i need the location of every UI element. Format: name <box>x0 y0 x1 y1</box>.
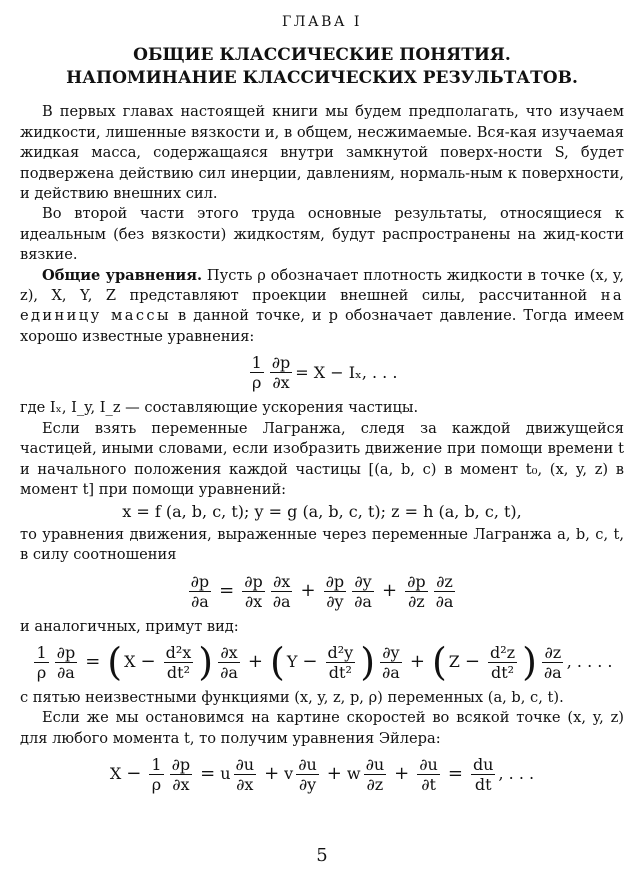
equation-chain-rule: $\frac{\partial p}{\partial a}$ = $\frac{\partial p}{\partial x}$ $\frac{\partial x}{\partial a}$ + $\frac{\partial p}{\partial y}$ $\frac{\partial y}{\partial a}$ + $\frac{\partial p}{\partial z}$ $\frac{\partial z}{\partial a}$ <box>190 571 454 611</box>
paragraph-intro: В первых главах настоящей книги мы будем предполагать, что изучаем жидкости, лишенные вязкости и, в общем, несжимаемые. Вся-кая изучаемая жидкая масса, содержащаяся внутри замкнутой поверх-ности S, будет подвержена действию сил инерции, давлениям, нормаль-ным к поверхности, и действию внешних сил. <box>20 103 624 203</box>
general-equations-text-b: в данной точке, и p обозначает давление. Тогда имеем хорошо известные уравнения: <box>20 307 624 345</box>
equation-lagrange-positions: x = f (a, b, c, t); y = g (a, b, c, t); z = h (a, b, c, t), <box>122 502 522 522</box>
paragraph-euler: Если же мы остановимся на картине скоростей во всякой точке (x, y, z) для любого момента t, то получим уравнения Эйлера: <box>20 709 624 747</box>
equation-pressure-gradient: $\frac{1}{\rho}$ $\frac{\partial p}{\partial x}$ = X − Iₓ, . . . <box>251 353 398 393</box>
paragraph-analogous: и аналогичных, примут вид: <box>20 617 239 635</box>
chapter-title-line-1: ОБЩИЕ КЛАССИЧЕСКИЕ ПОНЯТИЯ. <box>133 45 511 66</box>
chapter-title <box>20 44 624 90</box>
equation-euler: X − $\frac{1}{\rho}$ $\frac{\partial p}{\partial x}$ = u $\frac{\partial u}{\partial x}$ + v $\frac{\partial u}{\partial y}$ + w $\frac{\partial u}{\partial z}$ + $\frac{\partial u}{\partial t}$ = $\frac{du}{dt}$ , . . . <box>109 755 535 795</box>
chapter-heading: ГЛАВА I <box>282 14 362 30</box>
equation-pressure-rhs: = X − Iₓ, . . . <box>295 362 398 382</box>
paragraph-lagrange-motion: то уравнения движения, выраженные через переменные Лагранжа a, b, c, t, в силу соотношения <box>20 525 624 564</box>
chapter-title-line-2: НАПОМИНАНИЕ КЛАССИЧЕСКИХ РЕЗУЛЬТАТОВ. <box>66 68 578 89</box>
paragraph-viscous: Во второй части этого труда основные результаты, относящиеся к идеальным (без вязкости) жидкостям, будут распространены на жид-кости вязкие. <box>20 205 624 264</box>
general-equations-lead: Общие уравнения. <box>42 266 203 284</box>
equation-lagrange-motion: $\frac{1}{\rho}$ $\frac{\partial p}{\partial a}$ = ( X − $\frac{\text{d²x}}{\text{dt²}}$ ) $\frac{\partial x}{\partial a}$ + ( Y − $\frac{\text{d²y}}{\text{dt²}}$ ) $\frac{\partial y}{\partial a}$ + ( Z − $\frac{\text{d²z}}{\text{dt²}}$ ) $\frac{\partial z}{\partial a}$ , . . . . <box>36 640 613 685</box>
paragraph-general-equations <box>20 266 624 348</box>
general-equations-text-a: Пусть ρ обозначает плотность жидкости в точке (x, y, z), X, Y, Z представляют проекции внешней силы, рассчитанной <box>20 266 624 305</box>
paragraph-acceleration: где Iₓ, I_y, I_z — составляющие ускорения частицы. <box>20 399 419 417</box>
paragraph-lagrange: Если взять переменные Лагранжа, следя за каждой движущейся частицей, иными словами, если изобразить движение при помощи времени t и начального положения каждой частицы [(a, b, c) в момент t₀, (x, y, z) в момент t] при помощи уравнений: <box>20 419 624 498</box>
general-equations-spaced: на единицу массы <box>20 287 624 325</box>
page-number: 5 <box>316 845 328 866</box>
paragraph-unknowns: с пятью неизвестными функциями (x, y, z, p, ρ) переменных (a, b, c, t). <box>20 688 564 706</box>
